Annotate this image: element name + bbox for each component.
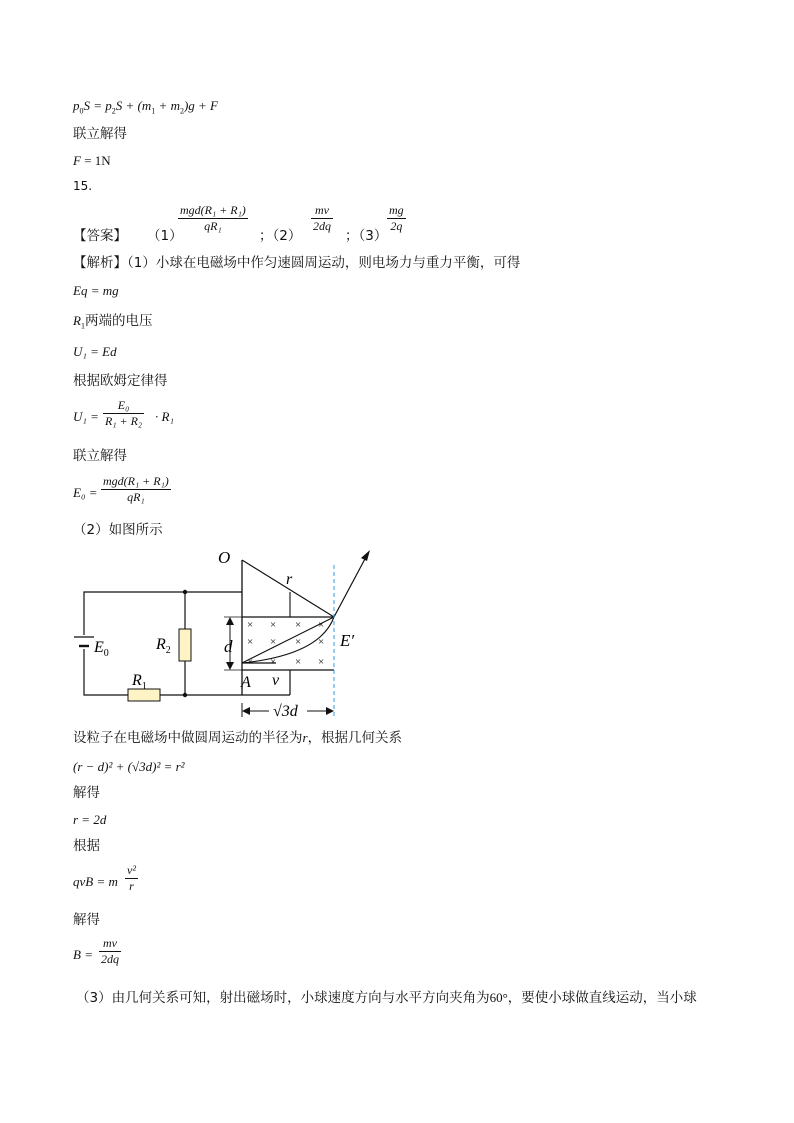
svg-text:×: × <box>318 656 325 668</box>
exit-velocity-arrow <box>334 557 366 617</box>
equation-pressure-balance: $p_0S = p_2S + (m_1 + m_2)g + F$ <box>73 98 218 116</box>
text-radius: 设粒子在电磁场中做圆周运动的半径为r，根据几何关系 <box>73 730 403 746</box>
svg-text:×: × <box>270 636 277 648</box>
question-number: 15. <box>73 179 93 193</box>
svg-text:×: × <box>247 636 254 648</box>
circuit-field-figure <box>70 545 390 720</box>
svg-text:×: × <box>295 619 302 631</box>
label-sqrt3d: √3d <box>273 703 298 720</box>
label-v: v <box>272 672 280 689</box>
text-r1-voltage: $R_1$两端的电压 <box>73 313 153 331</box>
text-part-3: （3）由几何关系可知，射出磁场时，小球速度方向与水平方向夹角为60°，要使小球做直线运动，当小球 <box>76 990 697 1006</box>
svg-text:×: × <box>247 656 254 668</box>
label-o: O <box>218 548 231 567</box>
answer-3-fraction: $\frac{mg}{2q}$ <box>389 203 404 233</box>
text-lianli-1: 联立解得 <box>73 126 127 142</box>
svg-text:×: × <box>270 656 277 668</box>
text-ohm-law: 根据欧姆定律得 <box>73 373 168 389</box>
svg-text:×: × <box>318 636 325 648</box>
label-e-prime: E′ <box>340 631 355 650</box>
text-figure-intro: （2）如图所示 <box>73 522 163 538</box>
label-e0: $E_0$ <box>94 639 109 659</box>
equation-r-2d: r = 2d <box>73 812 107 827</box>
equation-force: F = 1N <box>73 153 111 168</box>
equation-geometry: (r − d)² + (√3d)² = r² <box>73 759 185 774</box>
answer-label: 【答案】 <box>73 228 127 244</box>
analysis-intro: 【解析】（1）小球在电磁场中作匀速圆周运动，则电场力与重力平衡，可得 <box>73 255 521 271</box>
svg-text:×: × <box>318 619 325 631</box>
label-a: A <box>241 674 251 691</box>
text-jiede-1: 解得 <box>73 785 100 801</box>
label-r: r <box>286 571 293 588</box>
resistor-r2 <box>179 629 191 661</box>
equation-eq-mg: Eq = mg <box>73 283 119 298</box>
label-r2: $R_2$ <box>156 636 171 656</box>
text-genju: 根据 <box>73 838 100 854</box>
analysis-label: 【解析】 <box>73 255 127 271</box>
label-d: d <box>224 637 233 656</box>
text-jiede-2: 解得 <box>73 912 100 928</box>
svg-text:×: × <box>270 619 277 631</box>
svg-text:×: × <box>247 619 254 631</box>
answer-2-fraction: $\frac{mv}{2dq}$ <box>313 203 331 233</box>
svg-text:×: × <box>295 636 302 648</box>
label-r1: $R_1$ <box>132 672 147 692</box>
equation-u1-ed: U₁ = Ed <box>73 344 117 359</box>
text-lianli-2: 联立解得 <box>73 448 127 464</box>
answer-1-fraction: mgd(R₁ + R₁) qR₁ <box>180 203 246 233</box>
svg-text:×: × <box>295 656 302 668</box>
